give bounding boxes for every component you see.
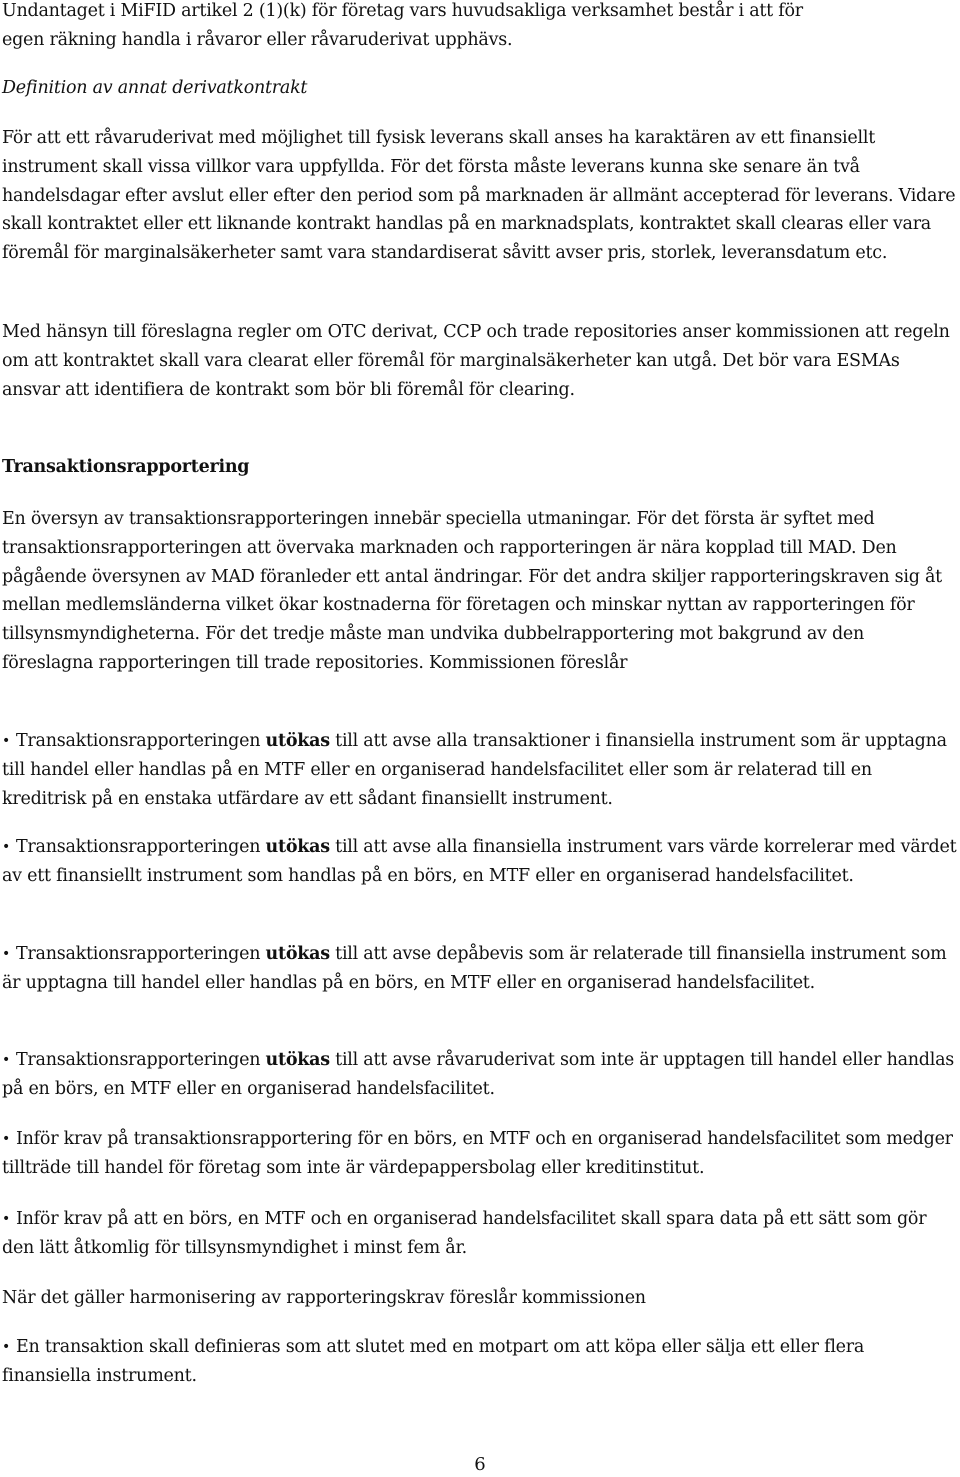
- bullet-text-pre: Transaktionsrapporteringen: [16, 837, 266, 857]
- bullet-text-pre: Transaktionsrapporteringen: [16, 731, 266, 751]
- bullet-icon: •: [2, 1339, 11, 1355]
- bullet-item-6: [2, 1205, 958, 1263]
- bullet-text-pre: Transaktionsrapporteringen: [16, 1050, 266, 1070]
- bullet-text-bold: utökas: [265, 1050, 330, 1070]
- bullet-text-post: till att avse depåbevis som är relaterade till finansiella instrument som är upptagna till handel eller handlas på en börs, en MTF eller en organiserad handelsfacilitet.: [2, 944, 947, 993]
- intro-line-1: Undantaget i MiFID artikel 2 (1)(k) för företag vars huvudsakliga verksamhet består i att för: [2, 1, 803, 21]
- definition-paragraph: För att ett råvaruderivat med möjlighet till fysisk leverans skall anses ha karaktären av ett finansiellt instrument skall vissa villkor vara uppfyllda. För det första måste leverans kunna ske senare än två handelsdagar efter avslut eller efter den period som på marknaden är allmänt accepterad för leverans. Vidare skall kontraktet eller ett liknande kontrakt handlas på en marknadsplats, kontraktet skall clearas eller vara föremål för marginalsäkerheter samt vara standardiserat såvitt avser pris, storlek, leveransdatum etc.: [2, 128, 956, 264]
- definition-title: Definition av annat derivatkontrakt: [2, 78, 308, 98]
- bullet-text-post: till att avse alla finansiella instrument vars värde korrelerar med värdet av ett finansiellt instrument som handlas på en börs, en MTF eller en organiserad handelsfacilitet.: [2, 837, 957, 886]
- intro-paragraph: [2, 0, 958, 55]
- bullet-item-7: [2, 1333, 958, 1391]
- bullet-icon: •: [2, 839, 11, 855]
- bullet-text-bold: utökas: [265, 837, 330, 857]
- otc-paragraph: Med hänsyn till föreslagna regler om OTC derivat, CCP och trade repositories anser kommissionen att regeln om att kontraktet skall vara clearat eller föremål för marginalsäkerheter kan utgå. Det bör vara ESMAs ansvar att identifiera de kontrakt som bör bli föremål för clearing.: [2, 322, 950, 400]
- intro-line-2: egen räkning handla i råvaror eller råvaruderivat upphävs.: [2, 29, 513, 50]
- bullet-item-5: [2, 1125, 958, 1183]
- bullet-item-4: [2, 1046, 958, 1104]
- bullet-icon: •: [2, 1131, 11, 1147]
- bullet-icon: •: [2, 946, 11, 962]
- bullet-text-bold: utökas: [265, 731, 330, 751]
- bullet-text: Inför krav på transaktionsrapportering för en börs, en MTF och en organiserad handelsfacilitet som medger tillträde till handel för företag som inte är värdepappersbolag eller kreditinstitut.: [2, 1129, 953, 1178]
- harmonisering-paragraph: När det gäller harmonisering av rapporteringskrav föreslår kommissionen: [2, 1288, 646, 1308]
- page-number: 6: [474, 1454, 486, 1475]
- section-heading-transaktionsrapportering: Transaktionsrapportering: [2, 457, 250, 477]
- bullet-item-2: [2, 833, 958, 891]
- bullet-text: En transaktion skall definieras som att slutet med en motpart om att köpa eller sälja ett eller flera finansiella instrument.: [2, 1337, 865, 1386]
- bullet-icon: •: [2, 733, 11, 749]
- transaktion-paragraph: En översyn av transaktionsrapporteringen innebär speciella utmaningar. För det första är syftet med transaktionsrapporteringen att övervaka marknaden och rapporteringen är nära kopplad till MAD. Den pågående översynen av MAD föranleder ett antal ändringar. För det andra skiljer rapporteringskraven sig åt mellan medlemsländerna vilket ökar kostnaderna för företagen och minskar nyttan av rapporteringen för tillsynsmyndigheterna. För det tredje måste man undvika dubbelrapportering mot bakgrund av den föreslagna rapporteringen till trade repositories. Kommissionen föreslår: [2, 509, 942, 673]
- bullet-text-post: till att avse råvaruderivat som inte är upptagen till handel eller handlas på en börs, en MTF eller en organiserad handelsfacilitet.: [2, 1050, 955, 1099]
- bullet-text-pre: Transaktionsrapporteringen: [16, 944, 266, 964]
- bullet-text: Inför krav på att en börs, en MTF och en organiserad handelsfacilitet skall spara data på ett sätt som gör den lätt åtkomlig för tillsynsmyndighet i minst fem år.: [2, 1209, 927, 1258]
- bullet-text-bold: utökas: [265, 944, 330, 964]
- bullet-text-post: till att avse alla transaktioner i finansiella instrument som är upptagna till handel eller handlas på en MTF eller en organiserad handelsfacilitet eller som är relaterad till en kreditrisk på en enstaka utfärdare av ett sådant finansiellt instrument.: [2, 731, 947, 809]
- bullet-icon: •: [2, 1052, 11, 1068]
- bullet-icon: •: [2, 1211, 11, 1227]
- bullet-item-3: [2, 940, 958, 998]
- bullet-item-1: [2, 727, 958, 813]
